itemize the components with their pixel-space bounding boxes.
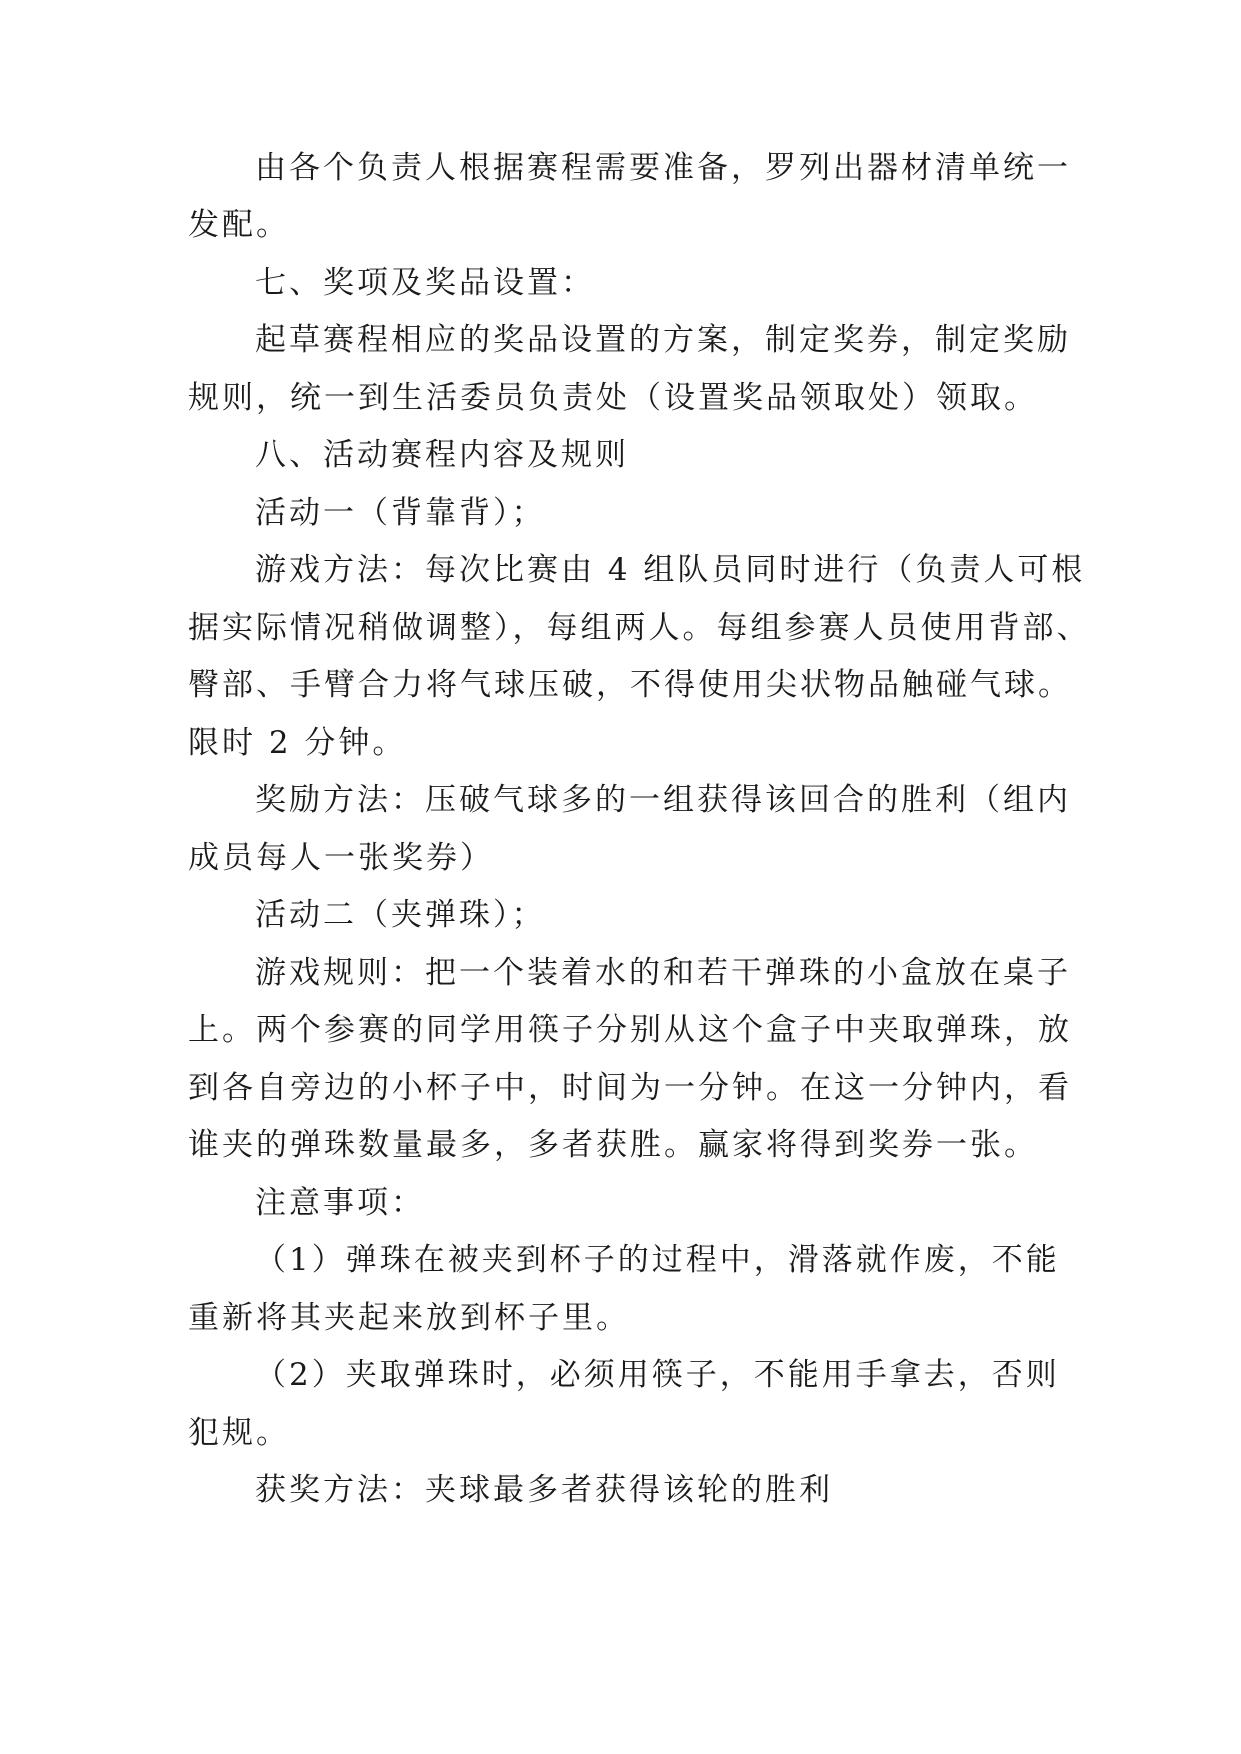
activity-title: 活动一（背靠背）； <box>255 495 546 531</box>
paragraph-line: 限时 2 分钟。 <box>188 725 407 761</box>
paragraph-line: 游戏规则：把一个装着水的和若干弹珠的小盒放在桌子 <box>255 955 1071 991</box>
paragraph-line: 规则，统一到生活委员负责处（设置奖品领取处）领取。 <box>188 380 1038 416</box>
activity-title: 活动二（夹弹珠）； <box>255 897 546 933</box>
paragraph-line: 上。两个参赛的同学用筷子分别从这个盒子中夹取弹珠，放 <box>188 1012 1072 1048</box>
note-item: 犯规。 <box>188 1415 290 1451</box>
paragraph-line: 臀部、手臂合力将气球压破，不得使用尖状物品触碰气球。 <box>188 667 1072 703</box>
note-item: （1）弹珠在被夹到杯子的过程中，滑落就作废，不能 <box>255 1242 1060 1278</box>
section-heading: 七、奖项及奖品设置： <box>255 265 595 301</box>
section-heading: 八、活动赛程内容及规则 <box>255 437 629 473</box>
note-item: （2）夹取弹珠时，必须用筷子，不能用手拿去，否则 <box>255 1357 1060 1393</box>
paragraph-line: 发配。 <box>188 207 290 243</box>
paragraph-line: 到各自旁边的小杯子中，时间为一分钟。在这一分钟内，看 <box>188 1070 1072 1106</box>
paragraph-line: 起草赛程相应的奖品设置的方案，制定奖券，制定奖励 <box>255 322 1071 358</box>
notes-heading: 注意事项： <box>255 1185 425 1221</box>
paragraph-line: 获奖方法：夹球最多者获得该轮的胜利 <box>255 1472 833 1508</box>
paragraph-line: 游戏方法：每次比赛由 4 组队员同时进行（负责人可根 <box>255 552 1086 588</box>
paragraph-line: 奖励方法：压破气球多的一组获得该回合的胜利（组内 <box>255 782 1071 818</box>
paragraph-line: 由各个负责人根据赛程需要准备，罗列出器材清单统一 <box>255 150 1071 186</box>
paragraph-line: 谁夹的弹珠数量最多，多者获胜。赢家将得到奖券一张。 <box>188 1127 1038 1163</box>
paragraph-line: 据实际情况稍做调整），每组两人。每组参赛人员使用背部、 <box>188 610 1091 646</box>
paragraph-line: 成员每人一张奖券） <box>188 840 494 876</box>
note-item: 重新将其夹起来放到杯子里。 <box>188 1300 630 1336</box>
